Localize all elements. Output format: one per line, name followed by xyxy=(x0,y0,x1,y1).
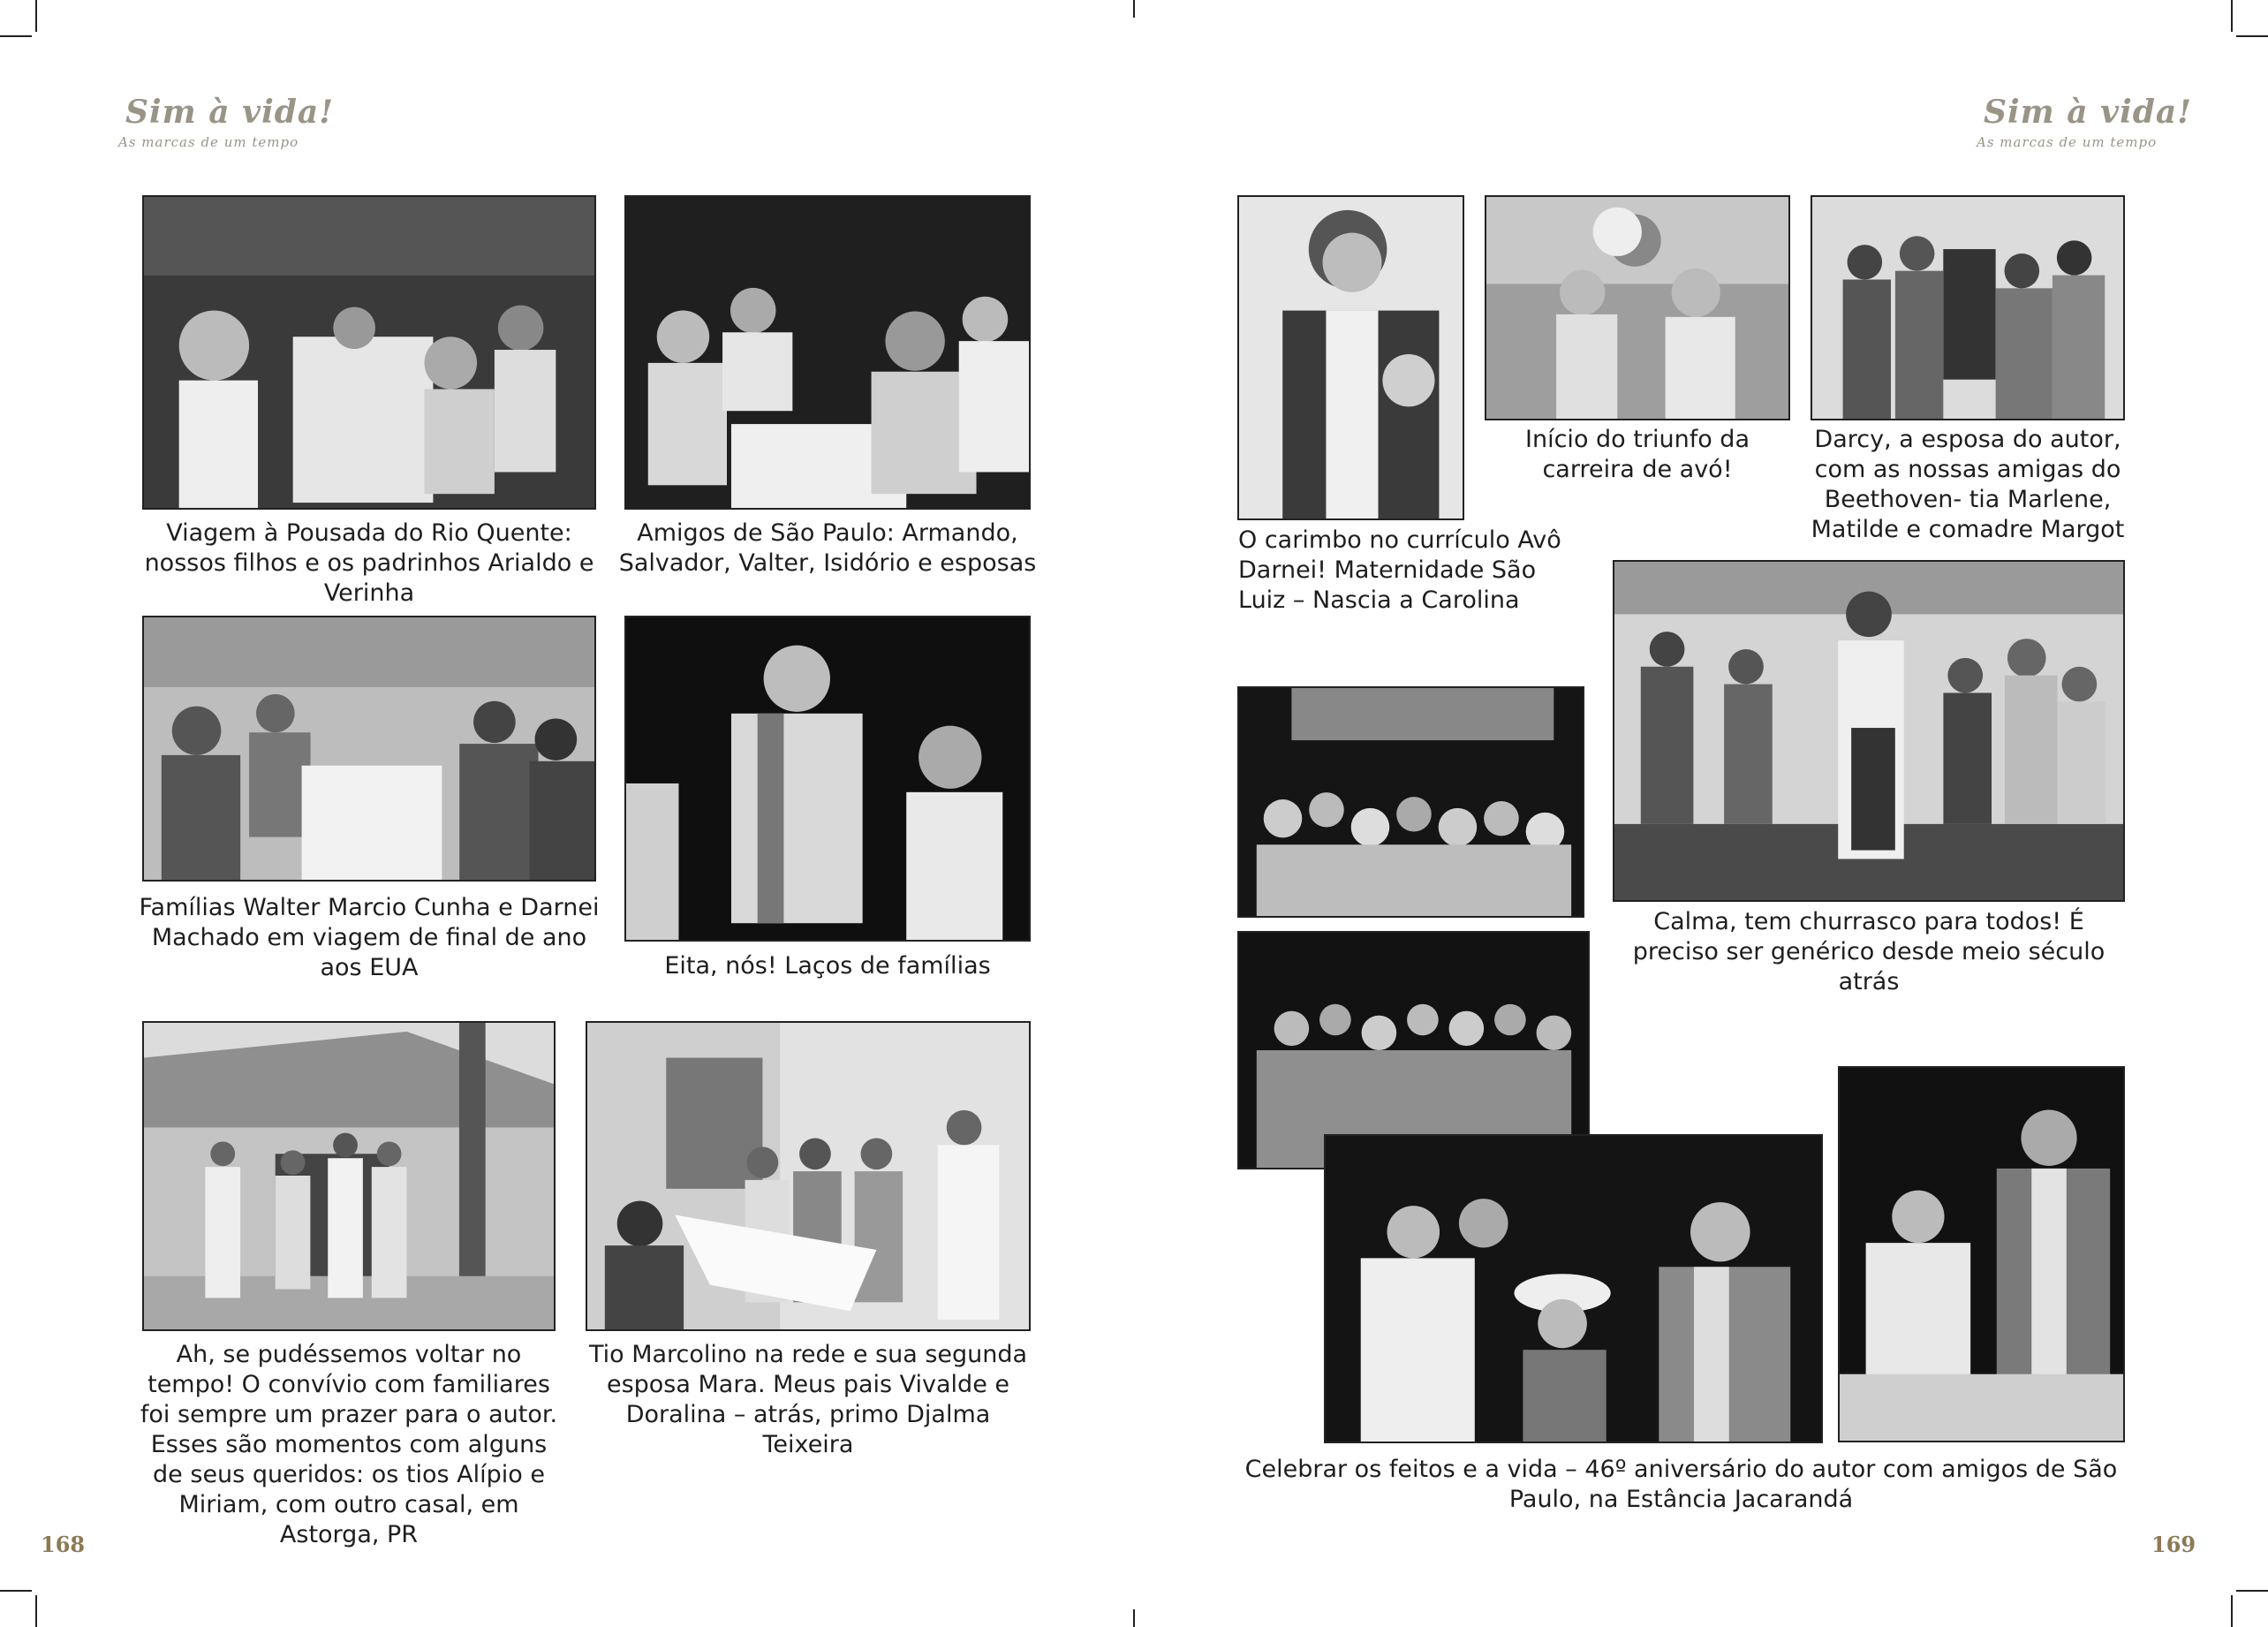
crop-mark xyxy=(2236,35,2268,37)
photo-marcolino xyxy=(586,1021,1031,1331)
photo-amigos-sp xyxy=(624,195,1031,510)
crop-mark xyxy=(2236,1590,2268,1592)
photo-familias-eua xyxy=(142,616,596,882)
caption-darcy: Darcy, a esposa do autor, com as nossas amigas do Beethoven- tia Marlene, Matilde e comadre Margot xyxy=(1811,426,2125,543)
photo-darcy xyxy=(1811,195,2125,420)
page-number-right: 169 xyxy=(2151,1532,2196,1557)
crop-mark xyxy=(1133,1609,1135,1627)
photo-grupo-faixa xyxy=(1237,686,1584,918)
header-title-left: Sim à vida! xyxy=(125,94,335,131)
crop-mark xyxy=(1133,0,1135,18)
header-title-right: Sim à vida! xyxy=(1984,94,2193,131)
caption-celebrar: Celebrar os feitos e a vida – 46º aniversário do autor com amigos de São Paulo, na Estância Jacarandá xyxy=(1244,1456,2118,1513)
crop-mark xyxy=(2231,0,2233,32)
crop-mark xyxy=(0,35,32,37)
caption-astorga: Ah, se pudéssemos voltar no tempo! O convívio com familiares foi sempre um prazer para o autor. Esses são momentos com alguns de seus queridos: os tios Alípio e Miriam, com outro casal, em Astorga, PR xyxy=(140,1341,558,1548)
caption-amigos-sp: Amigos de São Paulo: Armando, Salvador, Valter, Isidório e esposas xyxy=(618,519,1037,577)
header-subtitle-right: As marcas de um tempo xyxy=(1977,134,2158,150)
caption-rio-quente: Viagem à Pousada do Rio Quente: nossos filhos e os padrinhos Arialdo e Verinha xyxy=(144,519,594,607)
photo-triunfo xyxy=(1485,195,1790,420)
crop-mark xyxy=(35,0,37,32)
photo-astorga xyxy=(142,1021,556,1331)
page-number-left: 168 xyxy=(41,1532,86,1557)
caption-eita: Eita, nós! Laços de famílias xyxy=(664,952,991,980)
photo-churrasco xyxy=(1613,560,2125,902)
photo-eita xyxy=(624,616,1031,942)
photo-rio-quente xyxy=(142,195,596,510)
crop-mark xyxy=(35,1595,37,1627)
header-subtitle-left: As marcas de um tempo xyxy=(118,134,299,150)
caption-triunfo: Início do triunfo da carreira de avó! xyxy=(1525,426,1750,483)
photo-carimbo xyxy=(1237,195,1464,520)
caption-familias-eua: Famílias Walter Marcio Cunha e Darnei Machado em viagem de final de ano aos EUA xyxy=(139,894,600,981)
caption-carimbo: O carimbo no currículo Avô Darnei! Maternidade São Luiz – Nascia a Carolina xyxy=(1238,526,1561,614)
photo-bolo xyxy=(1838,1066,2125,1442)
photo-brinde xyxy=(1324,1134,1823,1443)
caption-marcolino: Tio Marcolino na rede e sua segunda esposa Mara. Meus pais Vivalde e Doralina – atrás, primo Djalma Teixeira xyxy=(588,1341,1028,1458)
crop-mark xyxy=(0,1590,32,1592)
crop-mark xyxy=(2231,1595,2233,1627)
caption-churrasco: Calma, tem churrasco para todos! É preciso ser genérico desde meio século atrás xyxy=(1632,908,2105,995)
